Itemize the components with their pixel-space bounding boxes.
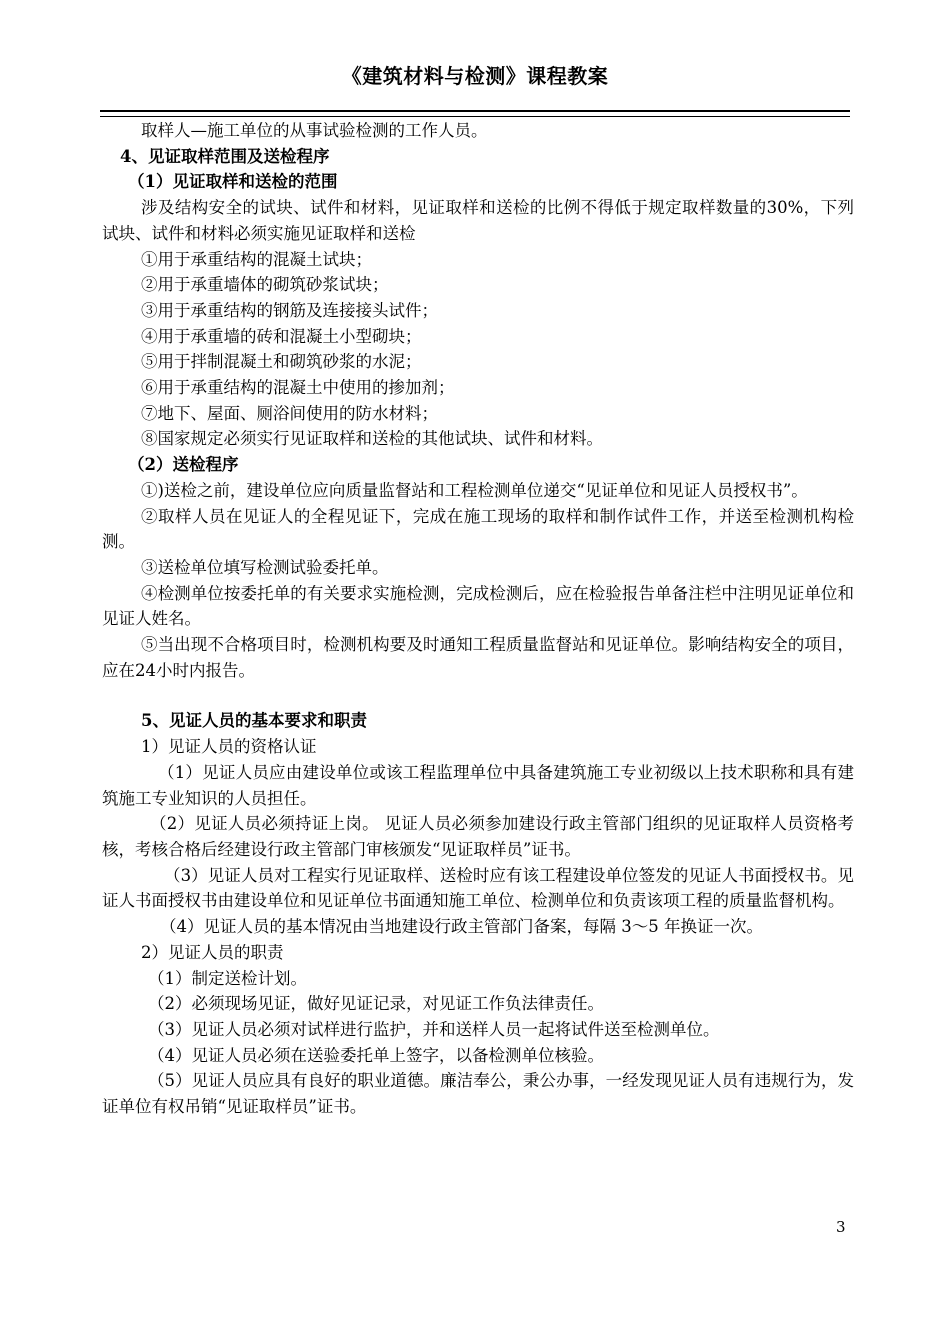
header-rule-thin xyxy=(100,116,850,117)
list-item: （2）见证人员必须持证上岗。 见证人员必须参加建设行政主管部门组织的见证取样人员资格考核，考核合格后经建设行政主管部门审核颁发“见证取样员”证书。 xyxy=(102,814,854,859)
document-body xyxy=(102,118,854,1120)
list-item: ⑤当出现不合格项目时，检测机构要及时通知工程质量监督站和见证单位。影响结构安全的项目，应在24小时内报告。 xyxy=(102,635,854,680)
list-item: ⑧国家规定必须实行见证取样和送检的其他试块、试件和材料。 xyxy=(141,429,603,449)
list-item: ②用于承重墙体的砌筑砂浆试块； xyxy=(141,275,389,295)
list-item: ⑤用于拌制混凝土和砌筑砂浆的水泥； xyxy=(141,352,422,372)
list-item: ⑥用于承重结构的混凝土中使用的掺加剂； xyxy=(141,378,455,398)
header-rule-thick xyxy=(100,110,850,112)
section-5-1-heading: 1）见证人员的资格认证 xyxy=(141,737,317,757)
page-number: 3 xyxy=(836,1218,846,1236)
list-item: ①用于承重结构的混凝土试块； xyxy=(141,249,372,269)
list-item: （1）见证人员应由建设单位或该工程监理单位中具备建筑施工专业初级以上技术职称和具有建筑施工专业知识的人员担任。 xyxy=(102,762,854,808)
list-item: ③送检单位填写检测试验委托单。 xyxy=(141,557,389,577)
list-item: （5）见证人员应具有良好的职业道德。廉洁奉公，秉公办事，一经发现见证人员有违规行为，发证单位有权吊销“见证取样员”证书。 xyxy=(102,1071,854,1117)
list-item: ③用于承重结构的钢筋及连接接头试件； xyxy=(141,300,438,320)
list-item: （3）见证人员必须对试样进行监护，并和送样人员一起将试件送至检测单位。 xyxy=(148,1019,720,1039)
section-4-1-paragraph: 涉及结构安全的试块、试件和材料，见证取样和送检的比例不得低于规定取样数量的30%，下列试块、试件和材料必须实施见证取样和送检 xyxy=(102,198,854,243)
section-spacer xyxy=(102,683,854,708)
list-item: ④检测单位按委托单的有关要求实施检测，完成检测后，应在检验报告单备注栏中注明见证单位和见证人姓名。 xyxy=(102,583,854,629)
list-item: （2）必须现场见证，做好见证记录，对见证工作负法律责任。 xyxy=(148,994,604,1014)
section-4-1-heading: （1）见证取样和送检的范围 xyxy=(128,172,338,192)
list-item: ②取样人员在见证人的全程见证下，完成在施工现场的取样和制作试件工作，并送至检测机构检测。 xyxy=(102,506,854,552)
section-5-2-heading: 2）见证人员的职责 xyxy=(141,942,284,962)
section-4-heading: 4、见证取样范围及送检程序 xyxy=(120,146,330,166)
section-5-heading: 5、见证人员的基本要求和职责 xyxy=(141,711,367,731)
list-item: ①)送检之前，建设单位应向质量监督站和工程检测单位递交“见证单位和见证人员授权书”。 xyxy=(141,480,808,500)
list-item: ④用于承重墙的砖和混凝土小型砌块； xyxy=(141,326,422,346)
section-4-2-heading: （2）送检程序 xyxy=(128,455,239,475)
list-item: （1）制定送检计划。 xyxy=(148,968,307,988)
page-header-title: 《建筑材料与检测》课程教案 xyxy=(341,64,609,88)
intro-paragraph: 取样人—施工单位的从事试验检测的工作人员。 xyxy=(141,121,488,140)
list-item: ⑦地下、屋面、厕浴间使用的防水材料； xyxy=(141,403,438,423)
list-item: （4）见证人员的基本情况由当地建设行政主管部门备案，每隔 3～5 年换证一次。 xyxy=(160,917,763,937)
list-item: （3）见证人员对工程实行见证取样、送检时应有该工程建设单位签发的见证人书面授权书。见证人书面授权书由建设单位和见证单位书面通知施工单位、检测单位和负责该项工程的质量监督机构。 xyxy=(102,865,854,911)
list-item: （4）见证人员必须在送验委托单上签字，以备检测单位核验。 xyxy=(148,1045,604,1065)
